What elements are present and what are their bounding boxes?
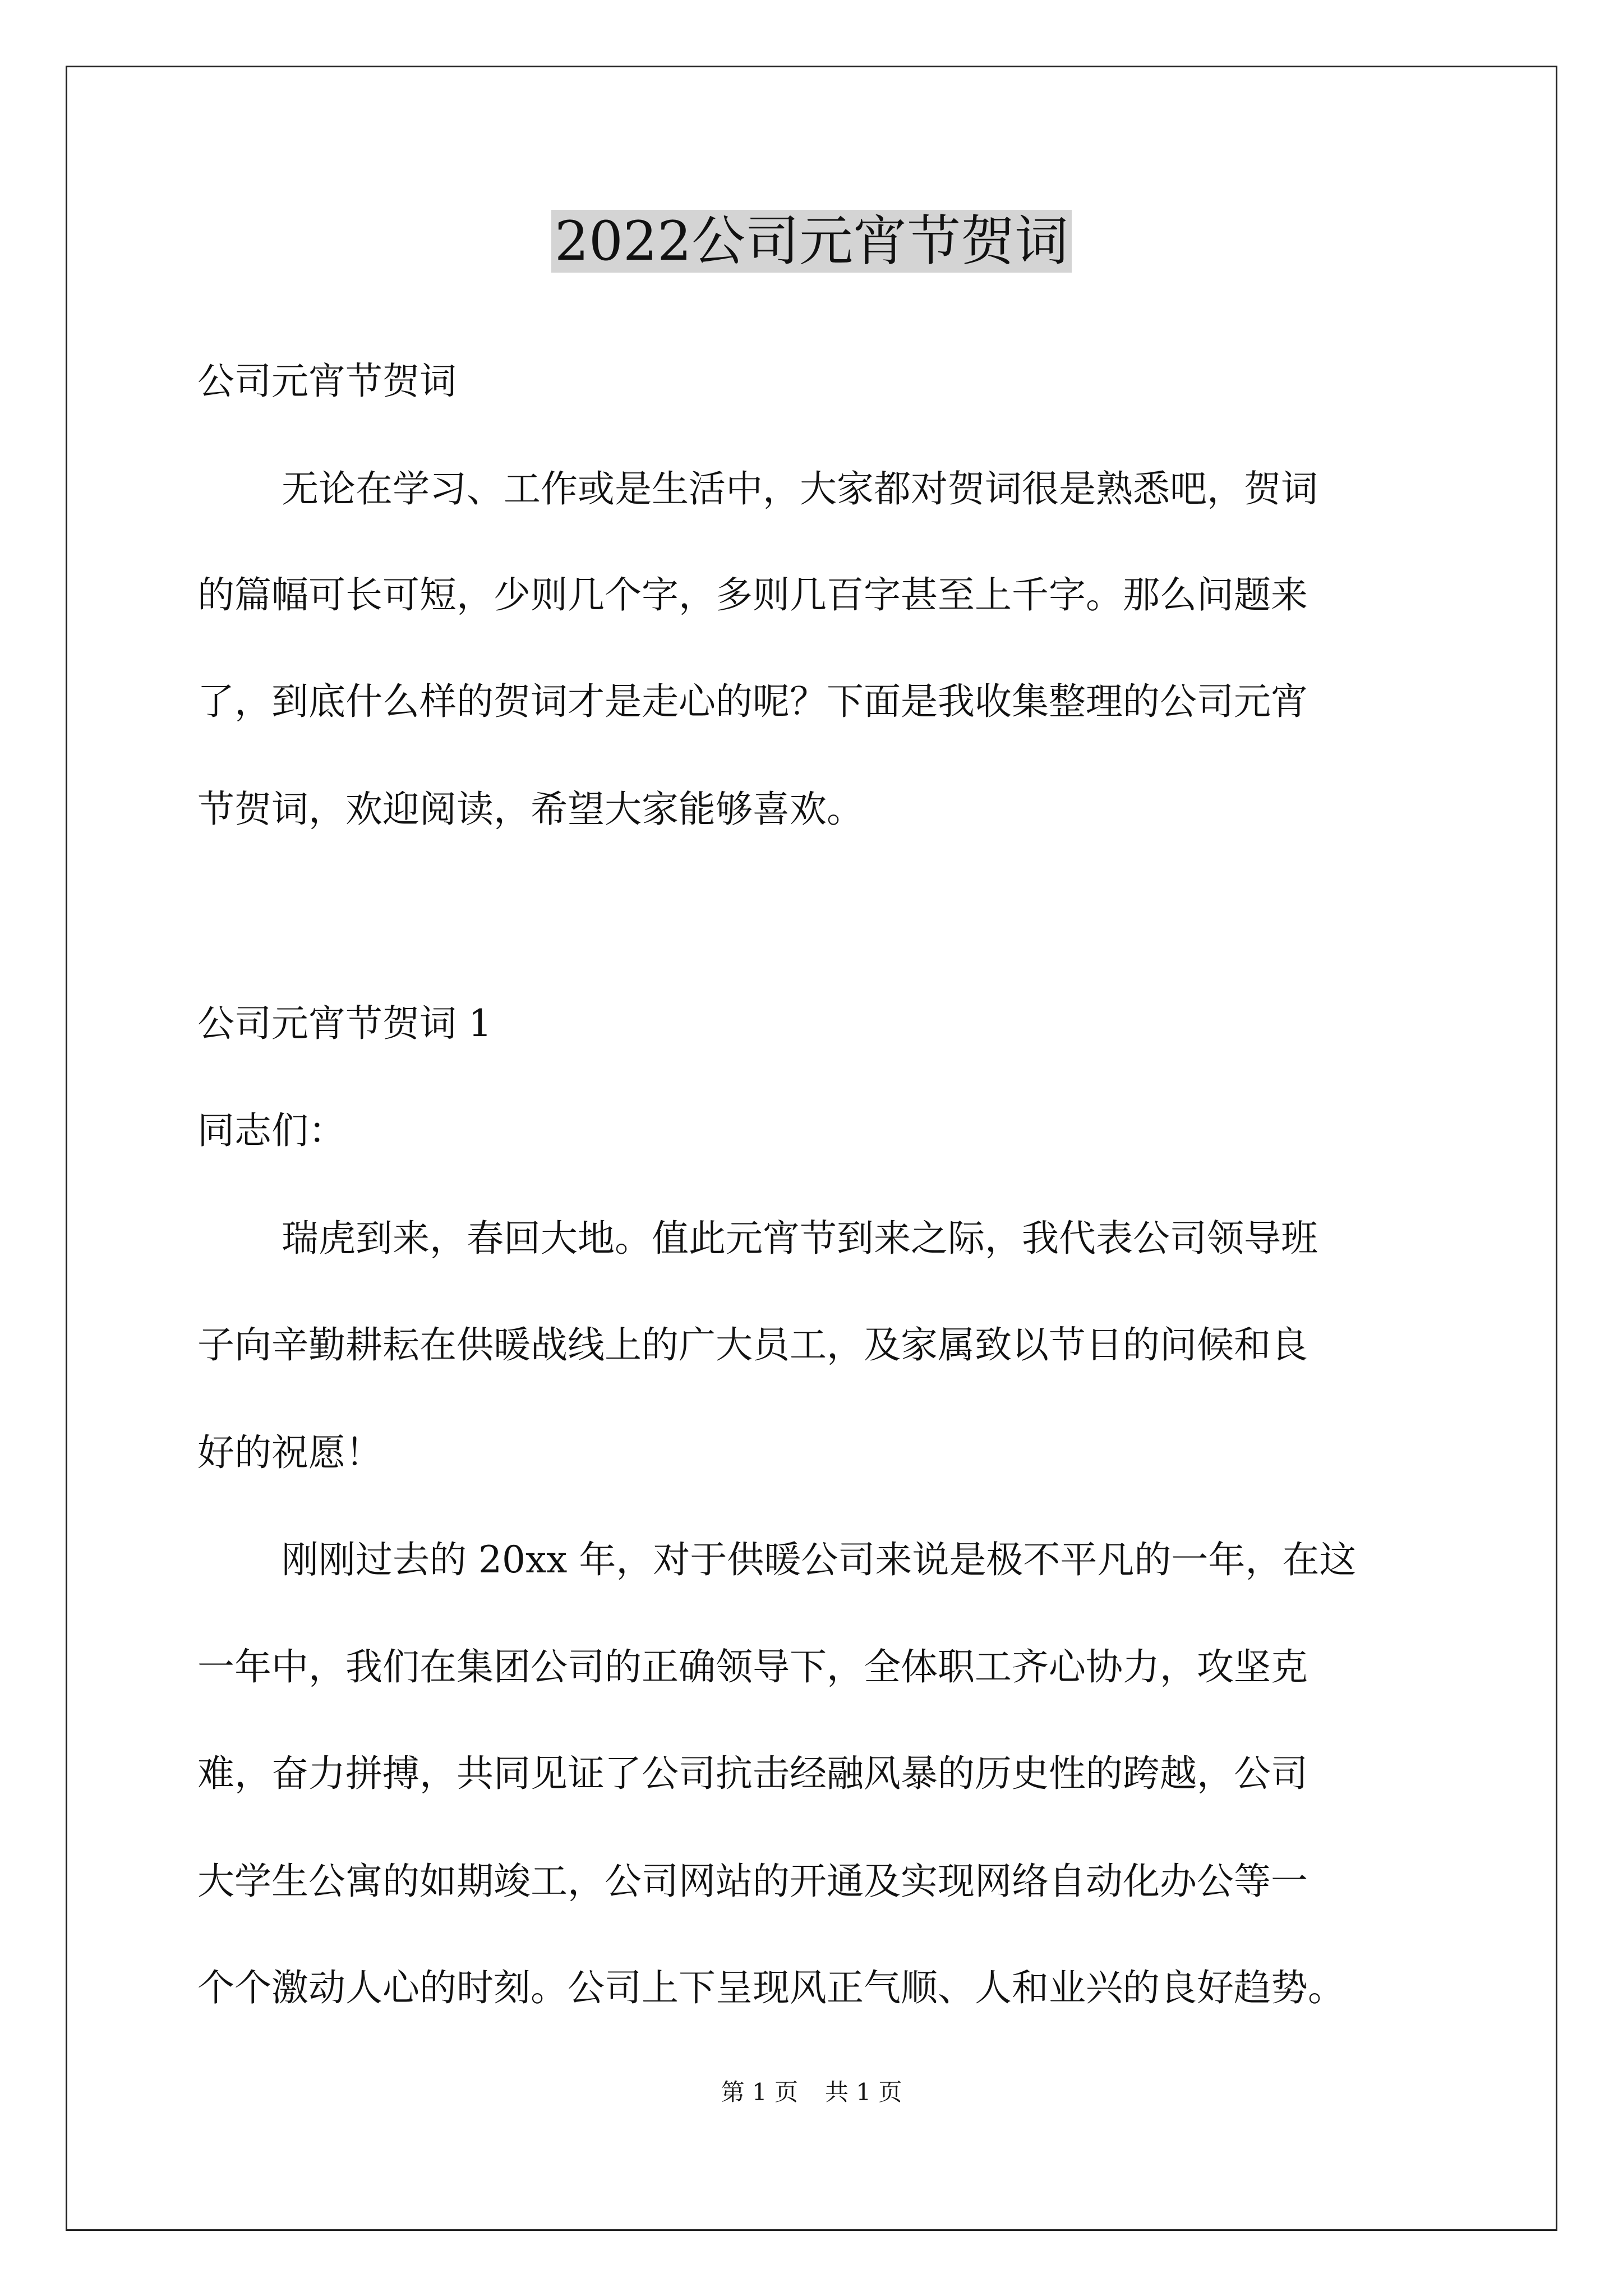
paragraph-line: 一年中，我们在集团公司的正确领导下，全体职工齐心协力，攻坚克 [197, 1645, 1308, 1688]
paragraph-line: 好的祝愿！ [197, 1431, 382, 1474]
paragraph-line: 节贺词，欢迎阅读，希望大家能够喜欢。 [197, 788, 864, 831]
paragraph-line: 无论在学习、工作或是生活中，大家都对贺词很是熟悉吧，贺词 [282, 467, 1318, 510]
section-heading: 公司元宵节贺词 [197, 360, 457, 403]
page-number-current: 第 1 页 [721, 2078, 798, 2106]
paragraph-line: 大学生公寓的如期竣工，公司网站的开通及实现网络自动化办公等一 [197, 1860, 1308, 1903]
paragraph-line: 的篇幅可长可短，少则几个字，多则几百字甚至上千字。那么问题来 [197, 573, 1308, 616]
paragraph-line: 难，奋力拼搏，共同见证了公司抗击经融风暴的历史性的跨越，公司 [197, 1752, 1308, 1795]
document-title [0, 199, 1623, 283]
page-number-total: 共 1 页 [825, 2078, 902, 2106]
page-footer [0, 2076, 1623, 2109]
document-title-text: 2022公司元宵节贺词 [551, 210, 1072, 273]
paragraph-line: 瑞虎到来，春回大地。值此元宵节到来之际，我代表公司领导班 [282, 1217, 1318, 1260]
salutation: 同志们： [197, 1109, 345, 1152]
section-heading: 公司元宵节贺词 1 [197, 1002, 492, 1045]
paragraph-line: 了，到底什么样的贺词才是走心的呢？下面是我收集整理的公司元宵 [197, 680, 1308, 723]
paragraph-line: 子向辛勤耕耘在供暖战线上的广大员工，及家属致以节日的问候和良 [197, 1323, 1308, 1366]
paragraph-line: 个个激动人心的时刻。公司上下呈现风正气顺、人和业兴的良好趋势。 [197, 1966, 1345, 2009]
paragraph-line: 刚刚过去的 20xx 年，对于供暖公司来说是极不平凡的一年，在这 [282, 1538, 1357, 1581]
